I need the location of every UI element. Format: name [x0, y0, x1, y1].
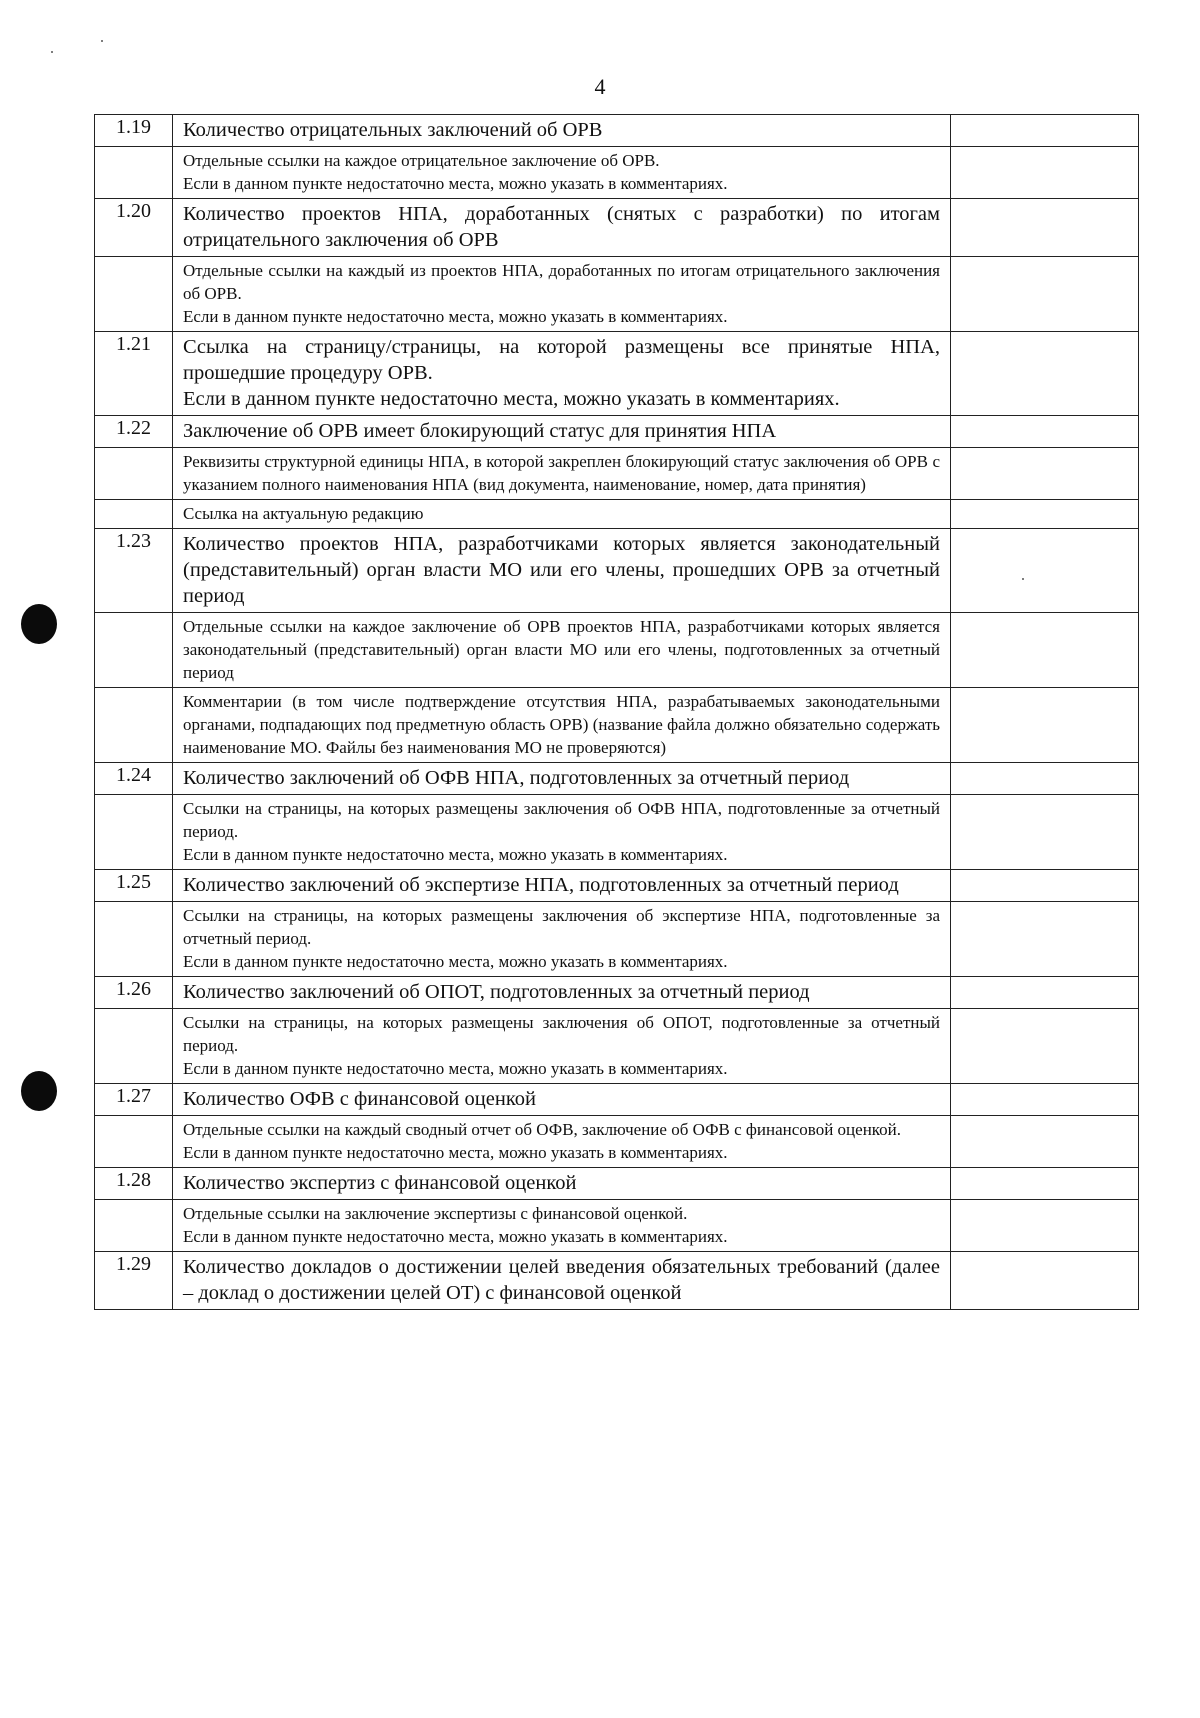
item-description: [173, 1116, 951, 1168]
item-description: [173, 416, 951, 448]
description-paragraph: Если в данном пункте недостаточно места, можно указать в комментариях.: [183, 174, 728, 193]
item-description: [173, 763, 951, 795]
description-paragraph: Количество ОФВ с финансовой оценкой: [183, 1088, 536, 1110]
value-cell: [951, 1084, 1139, 1116]
description-paragraph: Отдельные ссылки на каждый из проектов НПА, доработанных по итогам отрицательного заключения об ОРВ.: [183, 261, 940, 303]
item-number: 1.24: [95, 763, 173, 795]
description-paragraph: Количество экспертиз с финансовой оценкой: [183, 1172, 577, 1194]
value-cell: [951, 1252, 1139, 1310]
item-description: [173, 332, 951, 416]
table-row-detail: [95, 1200, 1139, 1252]
description-paragraph: Количество докладов о достижении целей введения обязательных требований (далее – доклад о достижении целей ОТ) с финансовой оценкой: [183, 1256, 940, 1304]
table-row-detail: [95, 795, 1139, 870]
table-row-detail: [95, 902, 1139, 977]
description-paragraph: Заключение об ОРВ имеет блокирующий статус для принятия НПА: [183, 420, 777, 442]
item-description: [173, 257, 951, 332]
description-paragraph: Если в данном пункте недостаточно места, можно указать в комментариях.: [183, 1143, 728, 1162]
report-table: [94, 114, 1139, 1310]
table-row-item: [95, 1252, 1139, 1310]
description-paragraph: Количество проектов НПА, разработчиками которых является законодательный (представительный) орган власти МО или его члены, прошедших ОРВ за отчетный период: [183, 533, 940, 607]
table-row-item: [95, 416, 1139, 448]
punch-hole-lower: [21, 1071, 57, 1111]
table-row-detail: [95, 147, 1139, 199]
description-paragraph: Если в данном пункте недостаточно места, можно указать в комментариях.: [183, 307, 728, 326]
table-row-item: [95, 332, 1139, 416]
value-cell: [951, 500, 1139, 529]
item-number: [95, 902, 173, 977]
item-number: 1.25: [95, 870, 173, 902]
value-cell: [951, 1168, 1139, 1200]
table-row-item: [95, 977, 1139, 1009]
item-description: [173, 795, 951, 870]
item-description: [173, 448, 951, 500]
value-cell: [951, 1116, 1139, 1168]
description-paragraph: Количество проектов НПА, доработанных (снятых с разработки) по итогам отрицательного заключения об ОРВ: [183, 203, 940, 251]
scan-speck: [51, 51, 53, 53]
item-description: [173, 529, 951, 613]
item-number: 1.28: [95, 1168, 173, 1200]
description-paragraph: Количество заключений об ОФВ НПА, подготовленных за отчетный период: [183, 767, 850, 789]
value-cell: [951, 795, 1139, 870]
value-cell: [951, 529, 1139, 613]
item-number: [95, 147, 173, 199]
item-description: [173, 688, 951, 763]
table-row-item: [95, 1168, 1139, 1200]
description-paragraph: Ссылки на страницы, на которых размещены заключения об ОФВ НПА, подготовленные за отчетный период.: [183, 799, 940, 841]
value-cell: [951, 870, 1139, 902]
item-number: 1.29: [95, 1252, 173, 1310]
table-row-item: [95, 1084, 1139, 1116]
description-paragraph: Если в данном пункте недостаточно места, можно указать в комментариях.: [183, 1059, 728, 1078]
report-table-body: [95, 115, 1139, 1310]
description-paragraph: Отдельные ссылки на каждый сводный отчет об ОФВ, заключение об ОФВ с финансовой оценкой.: [183, 1120, 902, 1139]
description-paragraph: Реквизиты структурной единицы НПА, в которой закреплен блокирующий статус заключения об ОРВ с указанием полного наименования НПА (вид документа, наименование, номер, дата принятия): [183, 452, 940, 494]
punch-hole-upper: [21, 604, 57, 644]
item-description: [173, 1009, 951, 1084]
item-description: [173, 500, 951, 529]
item-description: [173, 977, 951, 1009]
table-row-item: [95, 763, 1139, 795]
item-number: 1.23: [95, 529, 173, 613]
table-row-detail: [95, 257, 1139, 332]
value-cell: [951, 763, 1139, 795]
scan-speck: [101, 40, 103, 42]
value-cell: [951, 199, 1139, 257]
item-number: 1.21: [95, 332, 173, 416]
description-paragraph: Если в данном пункте недостаточно места, можно указать в комментариях.: [183, 952, 728, 971]
item-number: [95, 688, 173, 763]
item-number: 1.26: [95, 977, 173, 1009]
table-row-detail: [95, 448, 1139, 500]
table-row-item: [95, 199, 1139, 257]
item-number: [95, 257, 173, 332]
value-cell: [951, 115, 1139, 147]
item-number: [95, 448, 173, 500]
value-cell: [951, 332, 1139, 416]
item-description: [173, 902, 951, 977]
item-number: [95, 795, 173, 870]
item-description: [173, 1200, 951, 1252]
description-paragraph: Если в данном пункте недостаточно места, можно указать в комментариях.: [183, 388, 840, 410]
value-cell: [951, 613, 1139, 688]
scan-speck: [1022, 578, 1024, 580]
description-paragraph: Ссылка на страницу/страницы, на которой размещены все принятые НПА, прошедшие процедуру ОРВ.: [183, 336, 940, 384]
description-paragraph: Отдельные ссылки на каждое заключение об ОРВ проектов НПА, разработчиками которых является законодательный (представительный) орган власти МО или его члены, подготовленных за отчетный период: [183, 617, 940, 682]
description-paragraph: Если в данном пункте недостаточно места, можно указать в комментариях.: [183, 1227, 728, 1246]
value-cell: [951, 147, 1139, 199]
table-row-detail: [95, 1116, 1139, 1168]
item-number: 1.22: [95, 416, 173, 448]
description-paragraph: Если в данном пункте недостаточно места, можно указать в комментариях.: [183, 845, 728, 864]
item-description: [173, 613, 951, 688]
value-cell: [951, 257, 1139, 332]
table-row-detail: [95, 613, 1139, 688]
description-paragraph: Ссылка на актуальную редакцию: [183, 504, 424, 523]
item-description: [173, 1168, 951, 1200]
item-number: [95, 613, 173, 688]
value-cell: [951, 977, 1139, 1009]
item-number: 1.19: [95, 115, 173, 147]
description-paragraph: Ссылки на страницы, на которых размещены заключения об ОПОТ, подготовленные за отчетный период.: [183, 1013, 940, 1055]
value-cell: [951, 448, 1139, 500]
description-paragraph: Отдельные ссылки на заключение экспертизы с финансовой оценкой.: [183, 1204, 688, 1223]
item-description: [173, 1252, 951, 1310]
table-row-detail: [95, 500, 1139, 529]
description-paragraph: Количество заключений об экспертизе НПА, подготовленных за отчетный период: [183, 874, 899, 896]
item-description: [173, 1084, 951, 1116]
table-row-item: [95, 529, 1139, 613]
value-cell: [951, 688, 1139, 763]
description-paragraph: Ссылки на страницы, на которых размещены заключения об экспертизе НПА, подготовленные за отчетный период.: [183, 906, 940, 948]
item-description: [173, 870, 951, 902]
item-number: [95, 1200, 173, 1252]
item-number: [95, 500, 173, 529]
value-cell: [951, 1009, 1139, 1084]
value-cell: [951, 902, 1139, 977]
description-paragraph: Количество заключений об ОПОТ, подготовленных за отчетный период: [183, 981, 810, 1003]
table-row-item: [95, 115, 1139, 147]
item-number: [95, 1009, 173, 1084]
table-row-item: [95, 870, 1139, 902]
description-paragraph: Отдельные ссылки на каждое отрицательное заключение об ОРВ.: [183, 151, 660, 170]
page-number: 4: [594, 74, 606, 99]
item-number: [95, 1116, 173, 1168]
item-description: [173, 147, 951, 199]
item-number: 1.27: [95, 1084, 173, 1116]
value-cell: [951, 416, 1139, 448]
description-paragraph: Количество отрицательных заключений об ОРВ: [183, 119, 603, 141]
table-row-detail: [95, 1009, 1139, 1084]
description-paragraph: Комментарии (в том числе подтверждение отсутствия НПА, разрабатываемых законодательными органами, подпадающих под предметную область ОРВ) (название файла должно обязательно содержать наименование МО. Файлы без наименования МО не проверяются): [183, 692, 940, 757]
item-description: [173, 115, 951, 147]
value-cell: [951, 1200, 1139, 1252]
item-number: 1.20: [95, 199, 173, 257]
table-row-detail: [95, 688, 1139, 763]
item-description: [173, 199, 951, 257]
